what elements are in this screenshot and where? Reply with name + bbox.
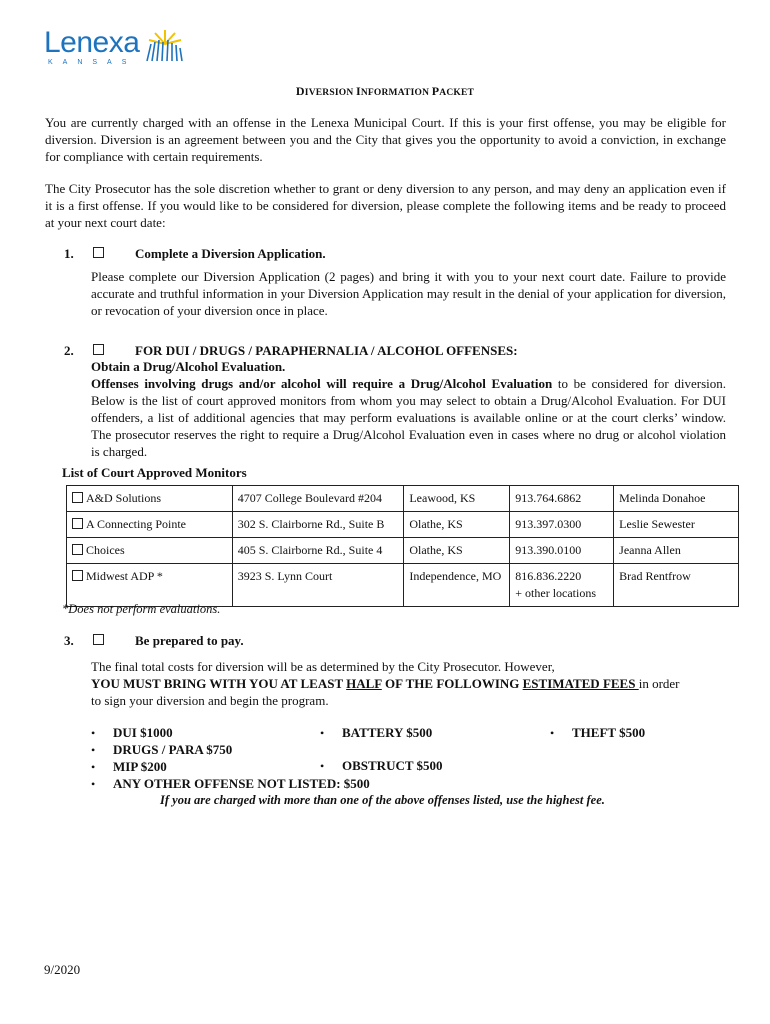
half-emphasis: HALF xyxy=(346,676,382,691)
monitor-name-cell: Midwest ADP * xyxy=(67,564,233,607)
monitor-contact-cell: Brad Rentfrow xyxy=(614,564,739,607)
monitor-phone-cell: 913.390.0100 xyxy=(510,538,614,564)
fee-battery: BATTERY $500 xyxy=(342,725,433,740)
monitor-name-cell: A Connecting Pointe xyxy=(67,512,233,538)
intro-paragraph-2: The City Prosecutor has the sole discretion whether to grant or deny diversion to any person, and may deny an application even if it is a first offense. If you would like to be considered for diversion, please complete the following items and be ready to proceed at your next court date: xyxy=(45,181,726,230)
sunburst-logo-icon xyxy=(141,28,185,62)
page-title: DIVERSION INFORMATION PACKET xyxy=(295,84,475,98)
bullet-icon: • xyxy=(91,760,96,774)
item-2-number: 2. xyxy=(64,343,74,358)
item-2-checkbox[interactable] xyxy=(93,344,104,355)
item-1-body: Please complete our Diversion Application (2 pages) and bring it with you to your next court date. Failure to provide accurate and truthful information in your Diversion Application may result in the denial of your application for diversion, or revocation of your diversion once in place. xyxy=(91,269,726,318)
monitor-contact-cell: Leslie Sewester xyxy=(614,512,739,538)
estimated-fees-emphasis: ESTIMATED FEES xyxy=(522,676,639,691)
bullet-icon: • xyxy=(91,726,96,740)
fee-mip: MIP $200 xyxy=(113,759,167,774)
item-3-body: The final total costs for diversion will be as determined by the City Prosecutor. However, YOU MUST BRING WITH YOU AT LEAST HALF OF THE FOLLOWING ESTIMATED FEES in order to sign your diversion and begin the program. xyxy=(91,659,680,708)
monitor-address-cell: 302 S. Clairborne Rd., Suite B xyxy=(232,512,404,538)
monitor-phone-cell: 816.836.2220 + other locations xyxy=(510,564,614,607)
item-3-number: 3. xyxy=(64,633,74,648)
monitors-footnote: *Does not perform evaluations. xyxy=(62,602,221,616)
monitors-table-title: List of Court Approved Monitors xyxy=(62,465,247,480)
monitors-table xyxy=(66,485,739,607)
table-row xyxy=(67,538,739,564)
monitor-contact-cell: Melinda Donahoe xyxy=(614,486,739,512)
revision-date: 9/2020 xyxy=(44,962,81,977)
bullet-icon: • xyxy=(320,759,325,773)
logo-wordmark: Lenexa xyxy=(44,26,140,59)
item-1-heading: Complete a Diversion Application. xyxy=(135,246,326,261)
monitor-city-cell: Leawood, KS xyxy=(404,486,510,512)
item-1-number: 1. xyxy=(64,246,74,261)
monitor-phone-cell: 913.764.6862 xyxy=(510,486,614,512)
monitor-checkbox[interactable] xyxy=(72,544,83,555)
item-2-bold-lead: Offenses involving drugs and/or alcohol will require a Drug/Alcohol Evaluation xyxy=(91,376,553,391)
fees-note: If you are charged with more than one of the above offenses listed, use the highest fee. xyxy=(160,793,605,807)
intro-paragraph-1: You are currently charged with an offense in the Lenexa Municipal Court. If this is your first offense, you may be eligible for diversion. Diversion is an agreement between you and the City that gives you the opportunity to avoid a conviction, in exchange for compliance with certain requirements. xyxy=(45,115,726,164)
item-2-heading: FOR DUI / DRUGS / PARAPHERNALIA / ALCOHOL OFFENSES: xyxy=(135,343,518,358)
monitor-checkbox[interactable] xyxy=(72,492,83,503)
fee-drugs: DRUGS / PARA $750 xyxy=(113,742,233,757)
bullet-icon: • xyxy=(550,726,555,740)
table-row xyxy=(67,564,739,607)
fee-obstruct: OBSTRUCT $500 xyxy=(342,758,443,773)
item-1-checkbox[interactable] xyxy=(93,247,104,258)
monitor-address-cell: 4707 College Boulevard #204 xyxy=(232,486,404,512)
monitor-city-cell: Olathe, KS xyxy=(404,538,510,564)
item-2-subheading: Obtain a Drug/Alcohol Evaluation. xyxy=(91,359,286,374)
item-2-body-rest: to be considered for diversion. Below is the list of court approved monitors from whom you may select to obtain a Drug/Alcohol Evaluation. For DUI offenders, a list of additional agencies that may perform evaluations is available online or at the court clerks’ window. The prosecutor reserves the right to require a Drug/Alcohol Evaluation even in cases where no drug or alcohol violation is charged. xyxy=(91,376,726,459)
monitor-address-cell: 3923 S. Lynn Court xyxy=(232,564,404,607)
monitor-checkbox[interactable] xyxy=(72,518,83,529)
monitor-city-cell: Olathe, KS xyxy=(404,512,510,538)
item-2-body xyxy=(91,375,726,460)
monitor-city-cell: Independence, MO xyxy=(404,564,510,607)
monitor-name-cell: Choices xyxy=(67,538,233,564)
fee-other: ANY OTHER OFFENSE NOT LISTED: $500 xyxy=(113,776,370,791)
item-3-heading: Be prepared to pay. xyxy=(135,633,244,648)
lenexa-logo xyxy=(44,26,194,72)
table-row xyxy=(67,486,739,512)
monitor-checkbox[interactable] xyxy=(72,570,83,581)
monitor-address-cell: 405 S. Clairborne Rd., Suite 4 xyxy=(232,538,404,564)
bullet-icon: • xyxy=(320,726,325,740)
monitor-name-cell: A&D Solutions xyxy=(67,486,233,512)
item-3-checkbox[interactable] xyxy=(93,634,104,645)
logo-subtitle: KANSAS xyxy=(48,59,137,66)
table-row xyxy=(67,512,739,538)
fee-dui: DUI $1000 xyxy=(113,725,173,740)
bullet-icon: • xyxy=(91,777,96,791)
monitor-contact-cell: Jeanna Allen xyxy=(614,538,739,564)
bullet-icon: • xyxy=(91,743,96,757)
fee-theft: THEFT $500 xyxy=(572,725,646,740)
monitor-phone-cell: 913.397.0300 xyxy=(510,512,614,538)
